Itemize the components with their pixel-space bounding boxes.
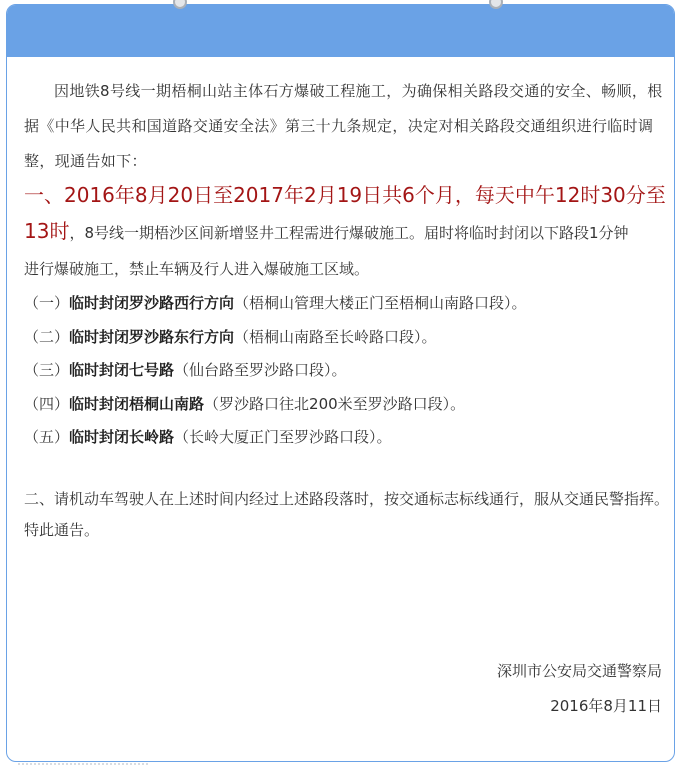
- bottom-dotted-divider: [18, 760, 148, 765]
- closure-road: 临时封闭长岭路: [69, 428, 175, 446]
- closure-item: （二）临时封闭罗沙路东行方向（梧桐山南路至长岭路口段）。: [24, 327, 437, 346]
- closure-detail: （长岭大厦正门至罗沙路口段）。: [174, 428, 392, 446]
- closure-road: 临时封闭罗沙路西行方向: [69, 294, 235, 312]
- closure-road: 临时封闭七号路: [69, 361, 175, 379]
- closure-road: 临时封闭梧桐山南路: [69, 394, 205, 413]
- notice-content: [24, 74, 669, 547]
- issuer-name: 深圳市公安局交通警察局: [496, 662, 662, 680]
- closure-item: （四）临时封闭梧桐山南路（罗沙路口往北200米至罗沙路口段）。: [24, 394, 466, 413]
- section-one-time-end: 13时: [24, 219, 70, 243]
- closure-detail: （罗沙路口往北200米至罗沙路口段）。: [204, 394, 466, 413]
- section-one: [24, 179, 669, 287]
- section-one-body: ，8号线一期梧沙区间新增竖井工程需进行爆破施工。届时将临时封闭以下路段1分钟: [69, 224, 629, 242]
- closure-list: [24, 287, 669, 455]
- section-one-time-range: 2016年8月20日至2017年2月19日共6个月，每天中午12时30分至: [64, 183, 666, 207]
- closure-item: （一）临时封闭罗沙路西行方向（梧桐山管理大楼正门至梧桐山南路口段）。: [24, 294, 527, 312]
- issue-date: 2016年8月11日: [550, 697, 662, 715]
- closure-detail: （仙台路至罗沙路口段）。: [174, 361, 347, 379]
- card-header-bar: [7, 5, 674, 57]
- closing-text: 特此通告。: [24, 520, 100, 539]
- closure-road: 临时封闭罗沙路东行方向: [69, 327, 235, 346]
- intro-paragraph: 因地铁8号线一期梧桐山站主体石方爆破工程施工，为确保相关路段交通的安全、畅顺，根据《中华人民共和国道路交通安全法》第三十九条规定，决定对相关路段交通组织进行临时调整，现通告如下：: [24, 82, 663, 170]
- closure-detail: （梧桐山南路至长岭路口段）。: [234, 327, 437, 346]
- closure-item: （三）临时封闭七号路（仙台路至罗沙路口段）。: [24, 361, 347, 379]
- section-one-body-continued: 进行爆破施工，禁止车辆及行人进入爆破施工区域。: [24, 260, 370, 278]
- section-one-prefix: 一、: [24, 183, 64, 207]
- section-two: 二、请机动车驾驶人在上述时间内经过上述路段落时，按交通标志标线通行，服从交通民警指挥。: [24, 489, 670, 508]
- closure-item: （五）临时封闭长岭路（长岭大厦正门至罗沙路口段）。: [24, 428, 392, 446]
- notice-card: [6, 4, 675, 762]
- closure-detail: （梧桐山管理大楼正门至梧桐山南路口段）。: [234, 294, 527, 312]
